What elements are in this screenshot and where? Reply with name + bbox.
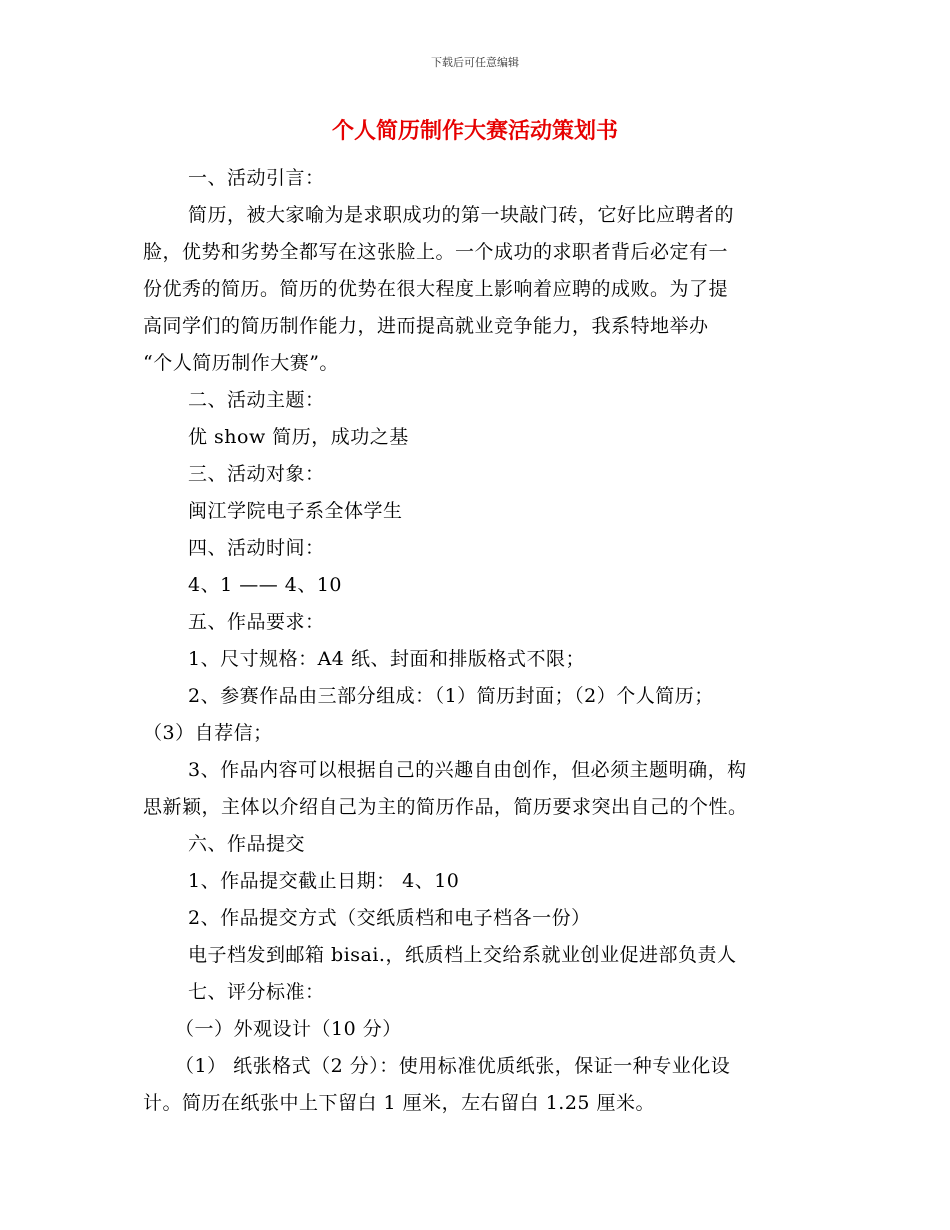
- paragraph-line: 1、作品提交截止日期： 4、10: [188, 870, 460, 892]
- paragraph-line: 2、参赛作品由三部分组成：（1）简历封面；（2）个人简历；: [188, 685, 714, 707]
- paragraph-line: 计。简历在纸张中上下留白 1 厘米，左右留白 1.25 厘米。: [143, 1092, 656, 1114]
- paragraph-line: 二、活动主题：: [188, 389, 325, 411]
- paragraph-line: 3、作品内容可以根据自己的兴趣自由创作，但必须主题明确，构: [188, 759, 747, 781]
- paragraph-line: 高同学们的简历制作能力，进而提高就业竞争能力，我系特地举办: [143, 315, 709, 337]
- paragraph-line: “个人简历制作大赛”。: [143, 352, 339, 374]
- paragraph-line: 七、评分标准：: [188, 981, 325, 1003]
- paragraph-line: 1、尺寸规格：A4 纸、封面和排版格式不限；: [188, 648, 585, 670]
- paragraph-line: 三、活动对象：: [188, 463, 325, 485]
- document-body: [143, 160, 813, 1122]
- document-title: 个人简历制作大赛活动策划书: [331, 119, 618, 144]
- paragraph-line: 4、1 —— 4、10: [188, 574, 343, 596]
- header-note: 下载后可任意编辑: [431, 56, 519, 69]
- paragraph-line: 五、作品要求：: [188, 611, 325, 633]
- paragraph-line: 份优秀的简历。简历的优势在很大程度上影响着应聘的成败。为了提: [143, 278, 729, 300]
- paragraph-line: 四、活动时间：: [188, 537, 325, 559]
- paragraph-line: （3）自荐信；: [143, 722, 273, 744]
- paragraph-line: 六、作品提交: [188, 833, 306, 855]
- paragraph-line: 2、作品提交方式（交纸质档和电子档各一份）: [188, 907, 591, 929]
- paragraph-line: （一）外观设计（10 分）: [175, 1018, 402, 1040]
- paragraph-line: 简历，被大家喻为是求职成功的第一块敲门砖，它好比应聘者的: [188, 204, 735, 226]
- paragraph-line: 电子档发到邮箱 bisai.，纸质档上交给系就业创业促进部负责人: [188, 944, 737, 966]
- paragraph-line: 思新颖，主体以介绍自己为主的简历作品，简历要求突出自己的个性。: [143, 796, 748, 818]
- paragraph-line: 优 show 简历，成功之基: [188, 426, 409, 448]
- paragraph-line: 脸，优势和劣势全都写在这张脸上。一个成功的求职者背后必定有一: [143, 241, 729, 263]
- paragraph-line: 一、活动引言：: [188, 167, 325, 189]
- paragraph-line: 闽江学院电子系全体学生: [188, 500, 403, 522]
- paragraph-line: （1） 纸张格式（2 分）：使用标准优质纸张，保证一种专业化设: [175, 1055, 731, 1077]
